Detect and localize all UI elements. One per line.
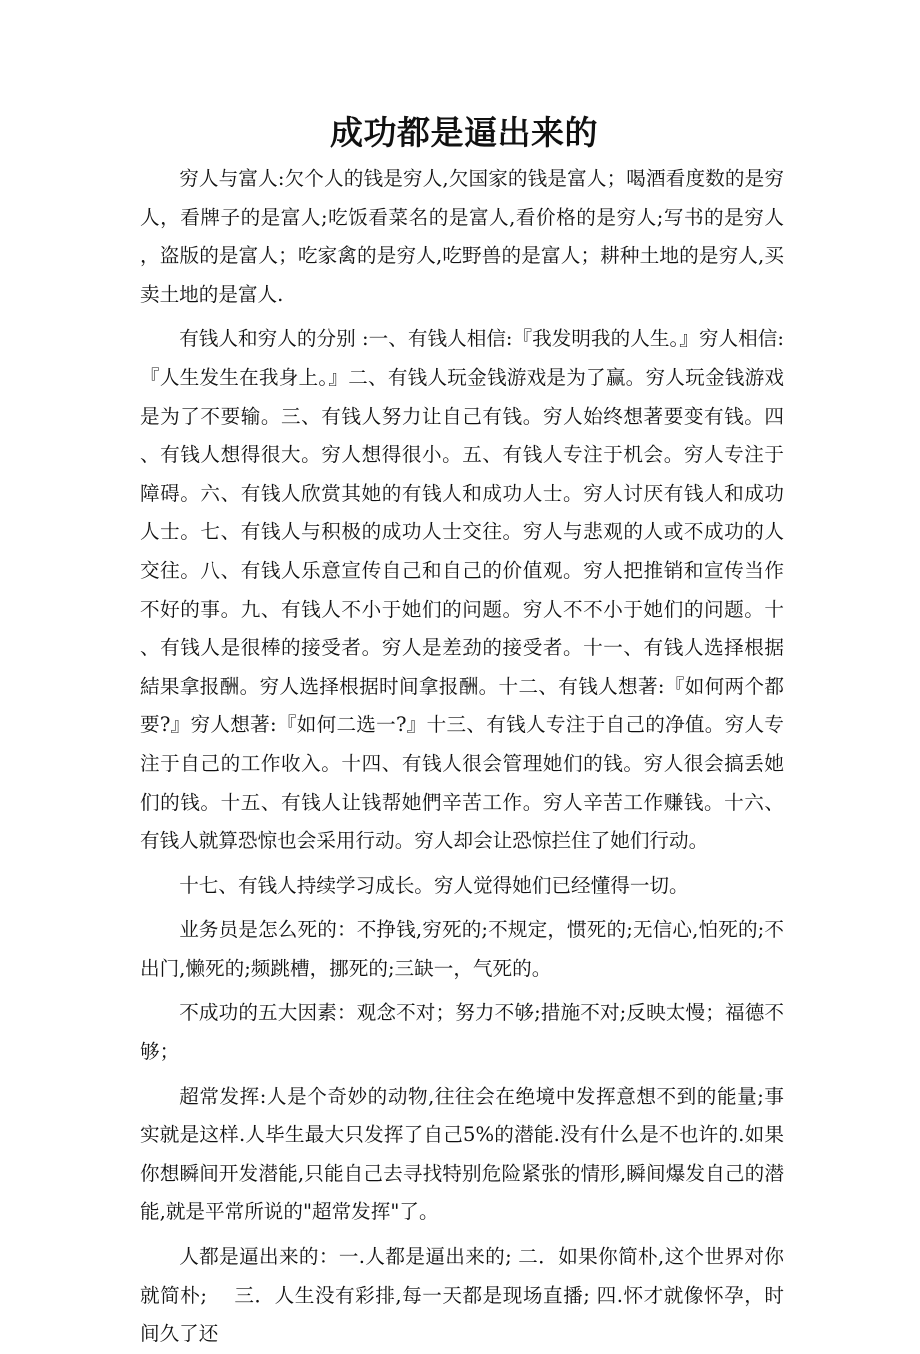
paragraph-seventeen: 十七、有钱人持续学习成长。穷人觉得她们已经懂得一切。 bbox=[179, 873, 689, 897]
paragraph-rich-vs-poor: 穷人与富人:欠个人的钱是穷人,欠国家的钱是富人；喝酒看度数的是穷人，看牌子的是富人;吃饭看菜名的是富人,看价格的是穷人;写书的是穷人，盗版的是富人；吃家禽的是穷人,吃野兽的是富人；耕种土地的是穷人,买卖土地的是富人. bbox=[140, 167, 784, 306]
document-title: 成功都是逼出来的 bbox=[330, 113, 598, 152]
paragraph-failure-factors: 不成功的五大因素：观念不对；努力不够;措施不对;反映太慢；福德不够； bbox=[140, 1001, 784, 1064]
paragraph-forced: 人都是逼出来的：一.人都是逼出来的; 二．如果你简朴,这个世界对你就简朴; 三．人生没有彩排,每一天都是现场直播; 四.怀才就像怀孕，时间久了还 bbox=[140, 1245, 784, 1346]
paragraph-differences: 有钱人和穷人的分别 :一、有钱人相信:『我发明我的人生。』穷人相信:『人生发生在我身上。』二、有钱人玩金钱游戏是为了赢。穷人玩金钱游戏是为了不要输。三、有钱人努力让自己有钱。穷人始终想著要变有钱。四、有钱人想得很大。穷人想得很小。五、有钱人专注于机会。穷人专注于障碍。六、有钱人欣赏其她的有钱人和成功人士。穷人讨厌有钱人和成功人士。七、有钱人与积极的成功人士交往。穷人与悲观的人或不成功的人交往。八、有钱人乐意宣传自己和自己的价值观。穷人把推销和宣传当作不好的事。九、有钱人不小于她们的问题。穷人不不小于她们的问题。十、有钱人是很棒的接受者。穷人是差劲的接受者。十一、有钱人选择根据結果拿报酬。穷人选择根据时间拿报酬。十二、有钱人想著:『如何两个都要?』穷人想著:『如何二选一?』十三、有钱人专注于自己的净值。穷人专注于自己的工作收入。十四、有钱人很会管理她们的钱。穷人很会搞丢她们的钱。十五、有钱人让钱帮她們辛苦工作。穷人辛苦工作赚钱。十六、有钱人就算恐惊也会采用行动。穷人却会让恐惊拦住了她们行动。 bbox=[140, 327, 784, 853]
paragraph-salesperson: 业务员是怎么死的：不挣钱,穷死的;不规定，惯死的;无信心,怕死的;不出门,懒死的;频跳槽，挪死的;三缺一，气死的。 bbox=[140, 918, 784, 980]
paragraph-super-performance: 超常发挥:人是个奇妙的动物,往往会在绝境中发挥意想不到的能量;事实就是这样.人毕生最大只发挥了自己5%的潜能.没有什么是不也许的.如果你想瞬间开发潜能,只能自己去寻找特别危险紧张的情形,瞬间爆发自己的潜能,就是平常所说的"超常发挥"了。 bbox=[140, 1084, 784, 1224]
